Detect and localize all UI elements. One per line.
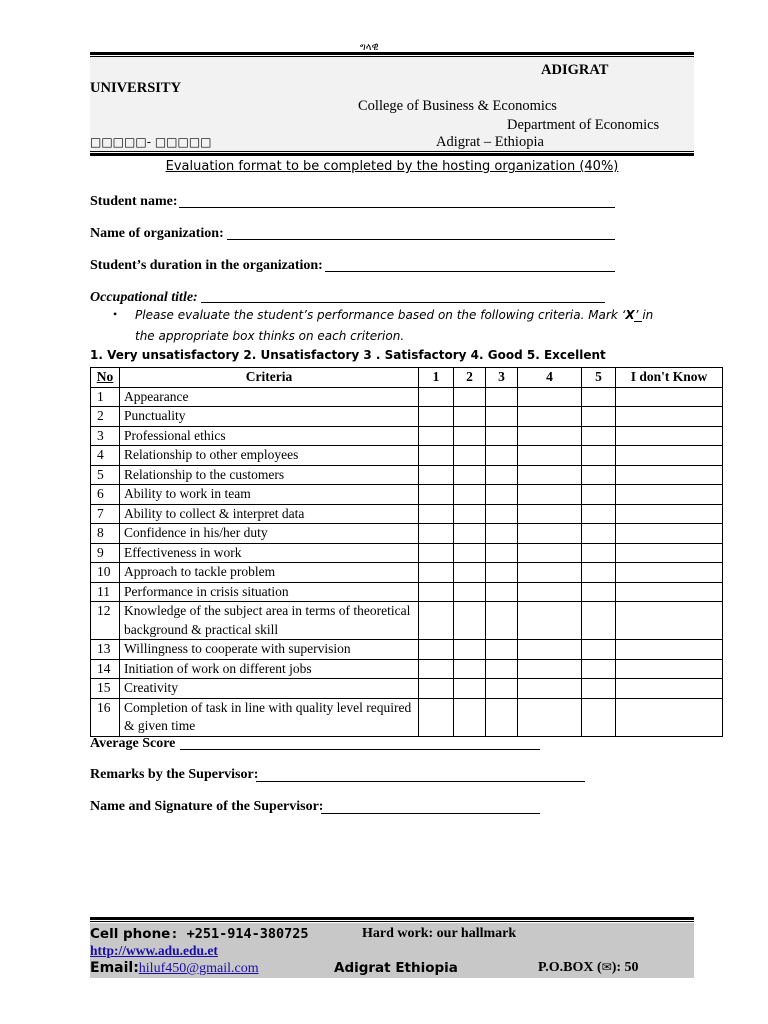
rating-5-cell[interactable] (582, 426, 616, 446)
rating-3-cell[interactable] (486, 426, 518, 446)
criteria-row (91, 659, 723, 679)
criteria-text: Ability to collect & interpret data (120, 504, 419, 524)
rating-3-cell[interactable] (486, 659, 518, 679)
rating-2-cell[interactable] (454, 602, 486, 640)
envelope-icon: ✉ (601, 960, 612, 974)
criteria-number: 6 (91, 485, 120, 505)
criteria-text: Professional ethics (120, 426, 419, 446)
organization-label: Name of organization: (90, 226, 224, 241)
criteria-text: Willingness to cooperate with supervision (120, 640, 419, 660)
col-header-criteria: Criteria (120, 368, 419, 388)
footer-website[interactable] (90, 943, 218, 959)
rating-4-cell[interactable] (518, 640, 582, 660)
rating-2-cell[interactable] (454, 407, 486, 427)
rating-2-cell[interactable] (454, 387, 486, 407)
rating-5-cell[interactable] (582, 485, 616, 505)
rating-1-cell[interactable] (419, 543, 454, 563)
rating-3-cell[interactable] (486, 543, 518, 563)
rating-dont-know-cell[interactable] (616, 563, 723, 583)
rating-4-cell[interactable] (518, 698, 582, 736)
duration-line[interactable] (325, 271, 615, 272)
instruction-part1: Please evaluate the student’s performance based on the following criteria. Mark ‘ (135, 308, 626, 322)
criteria-number: 8 (91, 524, 120, 544)
email-link[interactable]: hiluf450@gmail.com (138, 961, 259, 976)
instruction-part2: ’ in the appropriate box thinks on each criterion. (135, 308, 654, 343)
rating-2-cell[interactable] (454, 582, 486, 602)
criteria-text: Performance in crisis situation (120, 582, 419, 602)
remarks-label: Remarks by the Supervisor: (90, 767, 259, 782)
rating-2-cell[interactable] (454, 698, 486, 736)
criteria-text: Ability to work in team (120, 485, 419, 505)
rating-3-cell[interactable] (486, 485, 518, 505)
rating-dont-know-cell[interactable] (616, 465, 723, 485)
occupation-line[interactable] (201, 302, 605, 303)
rating-4-cell[interactable] (518, 426, 582, 446)
rating-2-cell[interactable] (454, 426, 486, 446)
header-location: Adigrat – Ethiopia (436, 134, 544, 150)
rating-1-cell[interactable] (419, 679, 454, 699)
rating-1-cell[interactable] (419, 602, 454, 640)
col-header-3: 3 (486, 368, 518, 388)
criteria-number: 3 (91, 426, 120, 446)
footer-phone (90, 926, 309, 942)
rating-4-cell[interactable] (518, 387, 582, 407)
criteria-row (91, 524, 723, 544)
header-top-rule (90, 52, 694, 55)
criteria-number: 9 (91, 543, 120, 563)
criteria-text: Completion of task in line with quality level required & given time (120, 698, 419, 736)
rating-dont-know-cell[interactable] (616, 485, 723, 505)
rating-4-cell[interactable] (518, 465, 582, 485)
instruction-mark: X (625, 308, 635, 322)
rating-dont-know-cell[interactable] (616, 387, 723, 407)
signature-line[interactable] (321, 813, 540, 814)
criteria-row (91, 407, 723, 427)
bullet-icon: • (113, 307, 118, 321)
col-header-5: 5 (582, 368, 616, 388)
rating-3-cell[interactable] (486, 640, 518, 660)
col-header-dont-know: I don't Know (616, 368, 723, 388)
criteria-row (91, 563, 723, 583)
col-header-no: No (91, 368, 120, 388)
rating-5-cell[interactable] (582, 640, 616, 660)
rating-dont-know-cell[interactable] (616, 582, 723, 602)
rating-scale-legend: 1. Very unsatisfactory 2. Unsatisfactory 3 . Satisfactory 4. Good 5. Excellent (90, 348, 606, 362)
rating-4-cell[interactable] (518, 602, 582, 640)
average-score-label: Average Score (90, 736, 176, 751)
header-college: College of Business & Economics (358, 98, 557, 114)
rating-5-cell[interactable] (582, 446, 616, 466)
rating-4-cell[interactable] (518, 563, 582, 583)
rating-dont-know-cell[interactable] (616, 446, 723, 466)
criteria-text: Creativity (120, 679, 419, 699)
rating-1-cell[interactable] (419, 485, 454, 505)
footer-pobox (538, 960, 639, 976)
rating-5-cell[interactable] (582, 659, 616, 679)
criteria-table (90, 367, 723, 737)
rating-4-cell[interactable] (518, 504, 582, 524)
rating-1-cell[interactable] (419, 563, 454, 583)
header-top-partial-stamp: ግላዊ (360, 42, 379, 50)
criteria-text: Appearance (120, 387, 419, 407)
rating-5-cell[interactable] (582, 465, 616, 485)
form-title: Evaluation format to be completed by the hosting organization (40%) (165, 159, 619, 174)
col-header-1: 1 (419, 368, 454, 388)
criteria-number: 11 (91, 582, 120, 602)
rating-3-cell[interactable] (486, 446, 518, 466)
rating-4-cell[interactable] (518, 659, 582, 679)
header-university: UNIVERSITY (90, 80, 182, 96)
rating-dont-know-cell[interactable] (616, 640, 723, 660)
criteria-number: 4 (91, 446, 120, 466)
header-department: Department of Economics (507, 117, 660, 133)
rating-1-cell[interactable] (419, 524, 454, 544)
rating-3-cell[interactable] (486, 582, 518, 602)
student-name-line[interactable] (179, 207, 615, 208)
instruction-text (135, 305, 655, 347)
rating-1-cell[interactable] (419, 387, 454, 407)
duration-label: Student’s duration in the organization: (90, 258, 323, 273)
rating-1-cell[interactable] (419, 446, 454, 466)
rating-dont-know-cell[interactable] (616, 426, 723, 446)
rating-3-cell[interactable] (486, 679, 518, 699)
criteria-row (91, 504, 723, 524)
rating-4-cell[interactable] (518, 524, 582, 544)
average-score-line[interactable] (180, 749, 540, 750)
rating-dont-know-cell[interactable] (616, 407, 723, 427)
criteria-row (91, 426, 723, 446)
rating-1-cell[interactable] (419, 659, 454, 679)
rating-1-cell[interactable] (419, 465, 454, 485)
rating-dont-know-cell[interactable] (616, 543, 723, 563)
rating-3-cell[interactable] (486, 563, 518, 583)
rating-2-cell[interactable] (454, 543, 486, 563)
criteria-row (91, 543, 723, 563)
rating-2-cell[interactable] (454, 485, 486, 505)
rating-5-cell[interactable] (582, 543, 616, 563)
rating-4-cell[interactable] (518, 679, 582, 699)
footer-email (90, 960, 259, 977)
rating-3-cell[interactable] (486, 504, 518, 524)
criteria-number: 5 (91, 465, 120, 485)
rating-3-cell[interactable] (486, 602, 518, 640)
rating-dont-know-cell[interactable] (616, 602, 723, 640)
criteria-text: Relationship to other employees (120, 446, 419, 466)
footer-pobox-value: ): 50 (611, 960, 639, 975)
footer-top-rule (90, 917, 694, 920)
student-name-label: Student name: (90, 194, 178, 209)
rating-2-cell[interactable] (454, 504, 486, 524)
rating-3-cell[interactable] (486, 407, 518, 427)
footer-top-rule-thin (90, 921, 694, 922)
rating-3-cell[interactable] (486, 524, 518, 544)
criteria-number: 2 (91, 407, 120, 427)
criteria-row (91, 387, 723, 407)
rating-5-cell[interactable] (582, 582, 616, 602)
rating-dont-know-cell[interactable] (616, 679, 723, 699)
criteria-number: 15 (91, 679, 120, 699)
rating-dont-know-cell[interactable] (616, 698, 723, 736)
instruction-dash (634, 321, 642, 322)
rating-2-cell[interactable] (454, 465, 486, 485)
criteria-row (91, 640, 723, 660)
rating-3-cell[interactable] (486, 698, 518, 736)
rating-1-cell[interactable] (419, 426, 454, 446)
header-adigrat: ADIGRAT (541, 62, 609, 78)
criteria-number: 14 (91, 659, 120, 679)
criteria-row (91, 485, 723, 505)
footer-motto: Hard work: our hallmark (362, 926, 517, 941)
criteria-number: 12 (91, 602, 120, 640)
rating-4-cell[interactable] (518, 582, 582, 602)
criteria-text: Effectiveness in work (120, 543, 419, 563)
criteria-row (91, 602, 723, 640)
criteria-text: Approach to tackle problem (120, 563, 419, 583)
criteria-number: 7 (91, 504, 120, 524)
rating-2-cell[interactable] (454, 563, 486, 583)
rating-5-cell[interactable] (582, 407, 616, 427)
header-amharic-name: □□□□□- □□□□□ (90, 135, 212, 149)
criteria-text: Knowledge of the subject area in terms of theoretical background & practical skill (120, 602, 419, 640)
col-header-4: 4 (518, 368, 582, 388)
rating-2-cell[interactable] (454, 659, 486, 679)
criteria-row (91, 698, 723, 736)
rating-1-cell[interactable] (419, 582, 454, 602)
rating-3-cell[interactable] (486, 387, 518, 407)
footer-phone-label: Cell phone (90, 926, 171, 942)
rating-5-cell[interactable] (582, 504, 616, 524)
organization-line[interactable] (227, 239, 615, 240)
rating-dont-know-cell[interactable] (616, 504, 723, 524)
rating-dont-know-cell[interactable] (616, 524, 723, 544)
rating-5-cell[interactable] (582, 679, 616, 699)
criteria-row (91, 679, 723, 699)
footer-city: Adigrat Ethiopia (334, 960, 458, 976)
signature-label: Name and Signature of the Supervisor: (90, 799, 324, 814)
rating-4-cell[interactable] (518, 485, 582, 505)
criteria-table-header-row (91, 368, 723, 388)
criteria-number: 13 (91, 640, 120, 660)
criteria-text: Relationship to the customers (120, 465, 419, 485)
rating-4-cell[interactable] (518, 446, 582, 466)
header-bottom-rule (90, 153, 694, 156)
rating-4-cell[interactable] (518, 543, 582, 563)
rating-2-cell[interactable] (454, 679, 486, 699)
rating-5-cell[interactable] (582, 563, 616, 583)
rating-1-cell[interactable] (419, 504, 454, 524)
occupation-label: Occupational title: (90, 290, 198, 305)
criteria-number: 10 (91, 563, 120, 583)
rating-2-cell[interactable] (454, 446, 486, 466)
criteria-text: Initiation of work on different jobs (120, 659, 419, 679)
criteria-text: Confidence in his/her duty (120, 524, 419, 544)
website-link[interactable]: http://www.adu.edu.et (90, 943, 218, 958)
criteria-number: 16 (91, 698, 120, 736)
rating-1-cell[interactable] (419, 698, 454, 736)
rating-3-cell[interactable] (486, 465, 518, 485)
criteria-row (91, 582, 723, 602)
criteria-text: Punctuality (120, 407, 419, 427)
rating-2-cell[interactable] (454, 524, 486, 544)
rating-5-cell[interactable] (582, 524, 616, 544)
col-header-2: 2 (454, 368, 486, 388)
criteria-row (91, 446, 723, 466)
footer-email-label: Email: (90, 960, 139, 976)
remarks-line[interactable] (256, 781, 585, 782)
rating-dont-know-cell[interactable] (616, 659, 723, 679)
criteria-row (91, 465, 723, 485)
footer-phone-value: : +251-914-380725 (170, 926, 309, 942)
rating-1-cell[interactable] (419, 640, 454, 660)
header-bottom-rule-thin (90, 151, 694, 152)
rating-1-cell[interactable] (419, 407, 454, 427)
rating-5-cell[interactable] (582, 387, 616, 407)
rating-5-cell[interactable] (582, 698, 616, 736)
rating-2-cell[interactable] (454, 640, 486, 660)
criteria-number: 1 (91, 387, 120, 407)
rating-4-cell[interactable] (518, 407, 582, 427)
footer-pobox-label: P.O.BOX ( (538, 960, 602, 975)
rating-5-cell[interactable] (582, 602, 616, 640)
